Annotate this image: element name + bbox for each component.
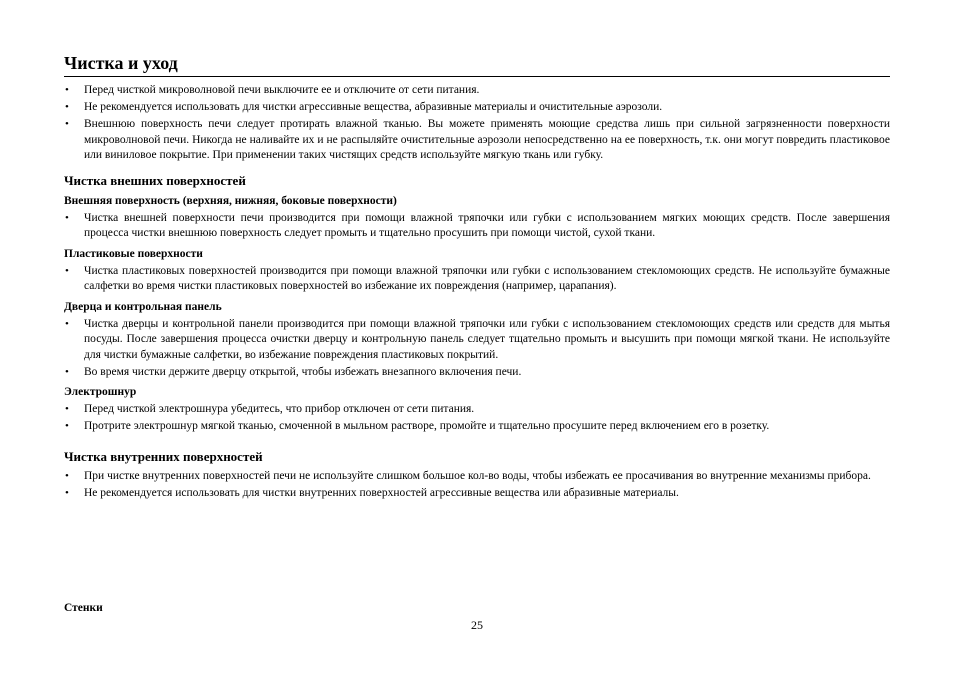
bullet-icon: • <box>65 420 69 432</box>
internal-list <box>64 469 890 502</box>
subsection-heading-plastic: Пластиковые поверхности <box>64 247 203 260</box>
list-item: • Внешнюю поверхность печи следует протирать влажной тканью. Вы можете применять моющие средства лишь при сильной загрязненности поверхности микроволновой печи. Никогда не наливайте их и не распыляйте очистительные аэрозоли непосредственно на ее поверхность, т.к. они могут повредить пластиковое или виниловое покрытие. При применении таких чистящих средств используйте мягкую ткань или губку. <box>65 118 890 161</box>
list-item: • Перед чисткой электрошнура убедитесь, что прибор отключен от сети питания. <box>64 402 890 418</box>
list-item: • При чистке внутренних поверхностей печи не используйте слишком большое кол-во воды, чтобы избежать ее просачивания во внутренние механизмы прибора. <box>64 469 890 485</box>
list-item: • Чистка пластиковых поверхностей производится при помощи влажной тряпочки или губки с использованием стекломоющих средств. Не используйте бумажные салфетки во время чистки пластиковых поверхностей во избежание их повреждения (например, царапания). <box>65 264 890 292</box>
plastic-list <box>64 264 890 295</box>
outer-surface-list <box>64 211 890 242</box>
cord-list <box>64 402 890 435</box>
bullet-icon: • <box>65 365 69 378</box>
list-item: • Не рекомендуется использовать для чистки внутренних поверхностей агрессивные вещества или абразивные материалы. <box>64 486 890 502</box>
bullet-icon: • <box>65 84 69 96</box>
page-content <box>64 52 890 503</box>
list-item: • Во время чистки держите дверцу открытой, чтобы избежать внезапного включения печи. <box>64 365 890 381</box>
section-heading-internal: Чистка внутренних поверхностей <box>64 448 263 464</box>
bullet-icon: • <box>65 469 69 482</box>
door-panel-list <box>64 317 890 381</box>
list-item: • Чистка внешней поверхности печи производится при помощи влажной тряпочки или губки с использованием мягких моющих средств. После завершения процесса чистки внешнюю поверхность следует промыть и тщательно просушить при помощи чистой, сухой ткани. <box>65 211 890 239</box>
subsection-heading-cord: Электрошнур <box>64 386 137 398</box>
list-item: • Протрите электрошнур мягкой тканью, смоченной в мыльном растворе, промойте и тщательно просушите перед включением его в розетку. <box>64 419 890 435</box>
bullet-icon: • <box>65 264 69 277</box>
section-heading-external: Чистка внешних поверхностей <box>64 172 246 188</box>
list-item: • Чистка дверцы и контрольной панели производится при помощи влажной тряпочки или губки с использованием стекломоющих средств или средств для мытья посуды. После завершения процесса очистки дверцу и контрольную панель следует тщательно промыть и высушить при помощи мягкой ткани. Не используйте для чистки бумажные салфетки, во избежание повреждения пластиковых покрытий. <box>65 317 890 361</box>
title-rule <box>64 76 890 77</box>
page-number: 25 <box>471 618 483 632</box>
list-item: • Перед чисткой микроволновой печи выключите ее и отключите от сети питания. <box>64 83 890 99</box>
bullet-icon: • <box>65 403 69 415</box>
subsection-heading-outer-surface: Внешняя поверхность (верхняя, нижняя, боковые поверхности) <box>64 194 397 207</box>
subsection-heading-door-panel: Дверца и контрольная панель <box>64 300 222 313</box>
bullet-icon: • <box>65 317 69 330</box>
bullet-icon: • <box>65 486 69 499</box>
bullet-icon: • <box>65 118 69 130</box>
bullet-icon: • <box>65 211 69 224</box>
page-title: Чистка и уход <box>64 53 178 73</box>
subsection-heading-walls: Стенки <box>64 602 103 614</box>
bullet-icon: • <box>65 101 69 113</box>
intro-list <box>64 83 890 164</box>
list-item: • Не рекомендуется использовать для чистки агрессивные вещества, абразивные материалы и очистительные аэрозоли. <box>64 100 890 116</box>
